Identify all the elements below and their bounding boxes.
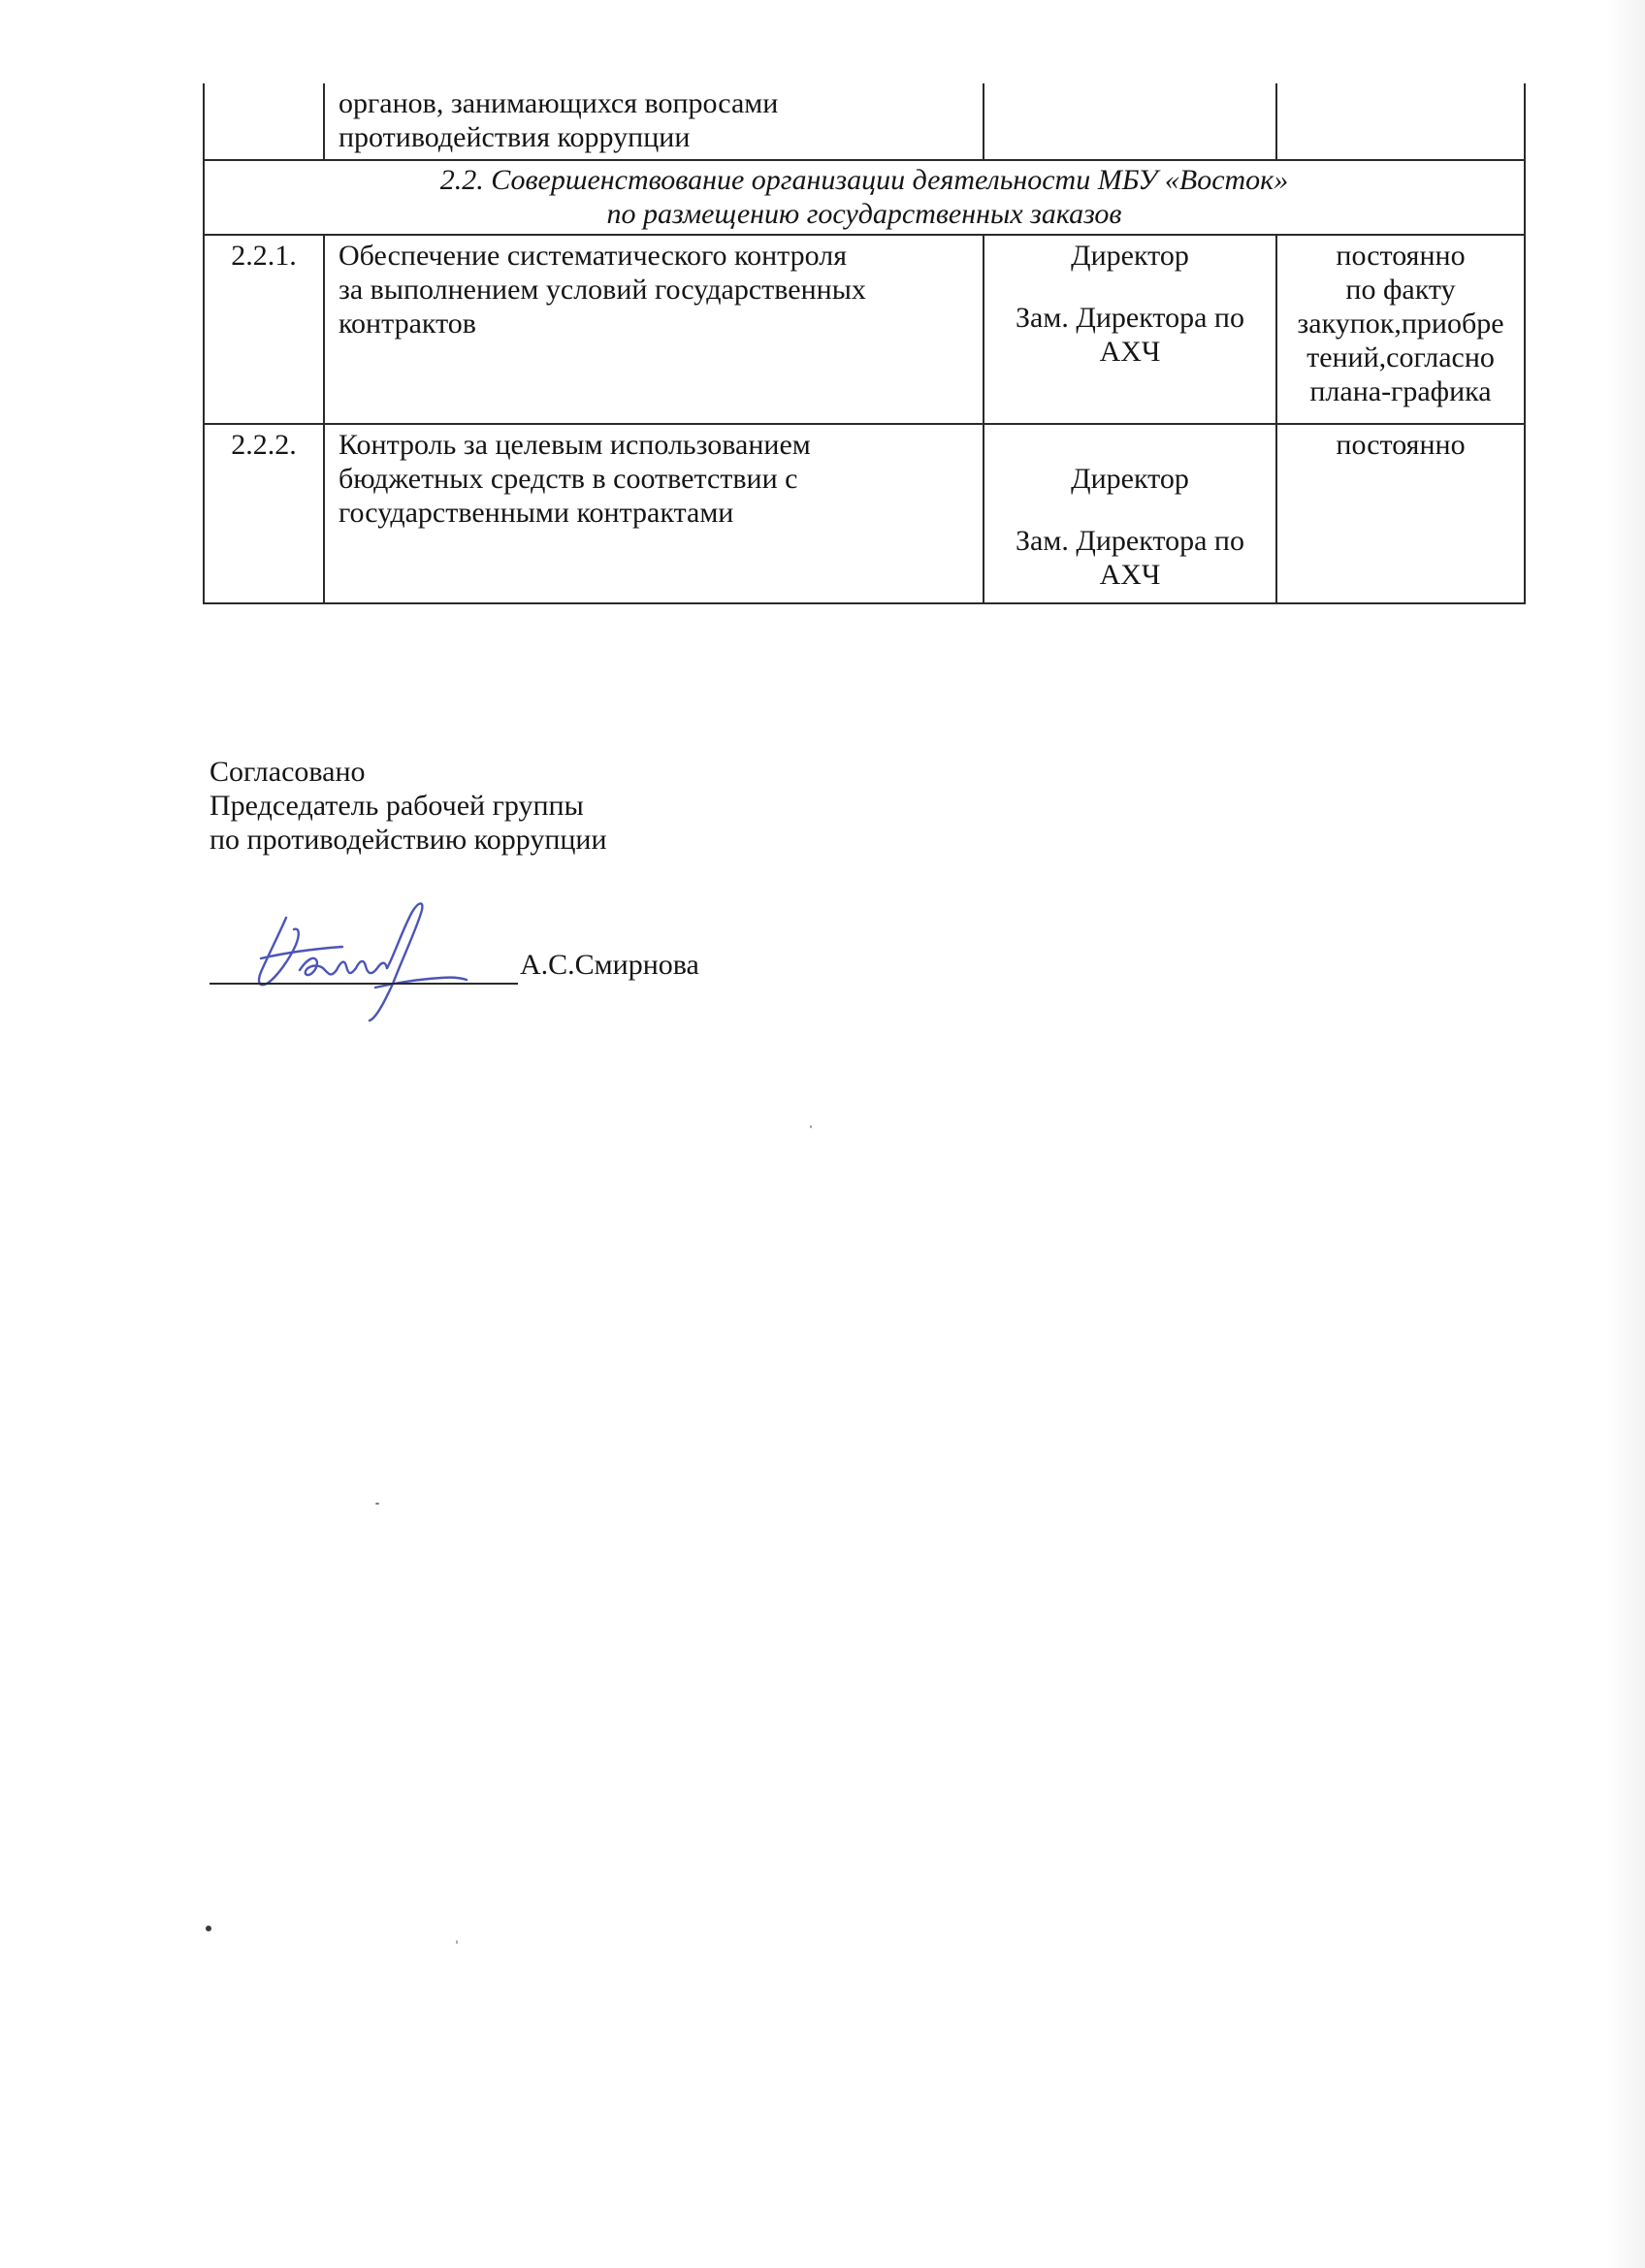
responsible-line: Директор <box>1071 463 1189 495</box>
approval-line: по противодействию коррупции <box>210 824 607 856</box>
measure-text-line: противодействия коррупции <box>339 121 691 153</box>
term-line: закупок,приобре <box>1297 308 1504 340</box>
scan-speck <box>206 1926 211 1931</box>
measure-text-line: контрактов <box>339 308 476 340</box>
responsible-line: Зам. Директора по <box>1016 302 1244 334</box>
handwritten-signature <box>247 891 509 1026</box>
row-number-cell: 2.2.2. <box>204 424 324 603</box>
measure-text-line: государственными контрактами <box>339 497 734 529</box>
responsible-line: Зам. Директора по <box>1016 525 1244 557</box>
measures-table <box>203 83 1526 604</box>
approval-block <box>210 755 607 857</box>
table-row-2-2-1 <box>204 235 1525 424</box>
table-row-2-2-2 <box>204 424 1525 603</box>
measure-text-cell <box>324 424 984 603</box>
term-line: плана-графика <box>1309 375 1492 407</box>
responsible-line: АХЧ <box>1099 336 1161 368</box>
approval-line: Согласовано <box>210 756 366 788</box>
responsible-gap <box>990 428 1270 462</box>
section-header-row <box>204 160 1525 235</box>
term-line: по факту <box>1345 274 1456 306</box>
measure-text-line: органов, занимающихся вопросами <box>339 87 779 119</box>
term-line: постоянно <box>1336 240 1466 272</box>
section-heading-line: по размещению государственных заказов <box>606 198 1122 230</box>
signature-line <box>210 983 518 985</box>
term-cell <box>1276 83 1525 160</box>
row-number-cell: 2.2.1. <box>204 235 324 424</box>
scan-speck <box>456 1940 458 1944</box>
measure-text-line: бюджетных средств в соответствии с <box>339 463 798 495</box>
measure-text-line: за выполнением условий государственных <box>339 274 866 306</box>
responsible-cell <box>984 83 1276 160</box>
responsible-gap <box>990 496 1270 524</box>
page-edge-shadow <box>1606 0 1645 2268</box>
responsible-line: Директор <box>1071 240 1189 272</box>
term-line: тений,согласно <box>1306 341 1495 373</box>
measure-text-cell <box>324 235 984 424</box>
measure-text-line: Контроль за целевым использованием <box>339 429 811 461</box>
responsible-gap <box>990 273 1270 301</box>
section-heading-2-2 <box>204 160 1525 235</box>
approval-line: Председатель рабочей группы <box>210 790 584 822</box>
responsible-cell <box>984 235 1276 424</box>
section-heading-line: 2.2. Совершенствование организации деятельности МБУ «Восток» <box>439 164 1289 196</box>
scan-speck <box>810 1125 812 1128</box>
table-row-continuation <box>204 83 1525 160</box>
term-line: постоянно <box>1336 429 1466 461</box>
responsible-cell <box>984 424 1276 603</box>
term-cell <box>1276 424 1525 603</box>
measure-text-cell <box>324 83 984 160</box>
responsible-line: АХЧ <box>1099 559 1161 591</box>
signer-name: А.С.Смирнова <box>520 949 699 981</box>
term-cell <box>1276 235 1525 424</box>
row-number-cell <box>204 83 324 160</box>
measure-text-line: Обеспечение систематического контроля <box>339 240 847 272</box>
scan-speck <box>375 1503 379 1505</box>
